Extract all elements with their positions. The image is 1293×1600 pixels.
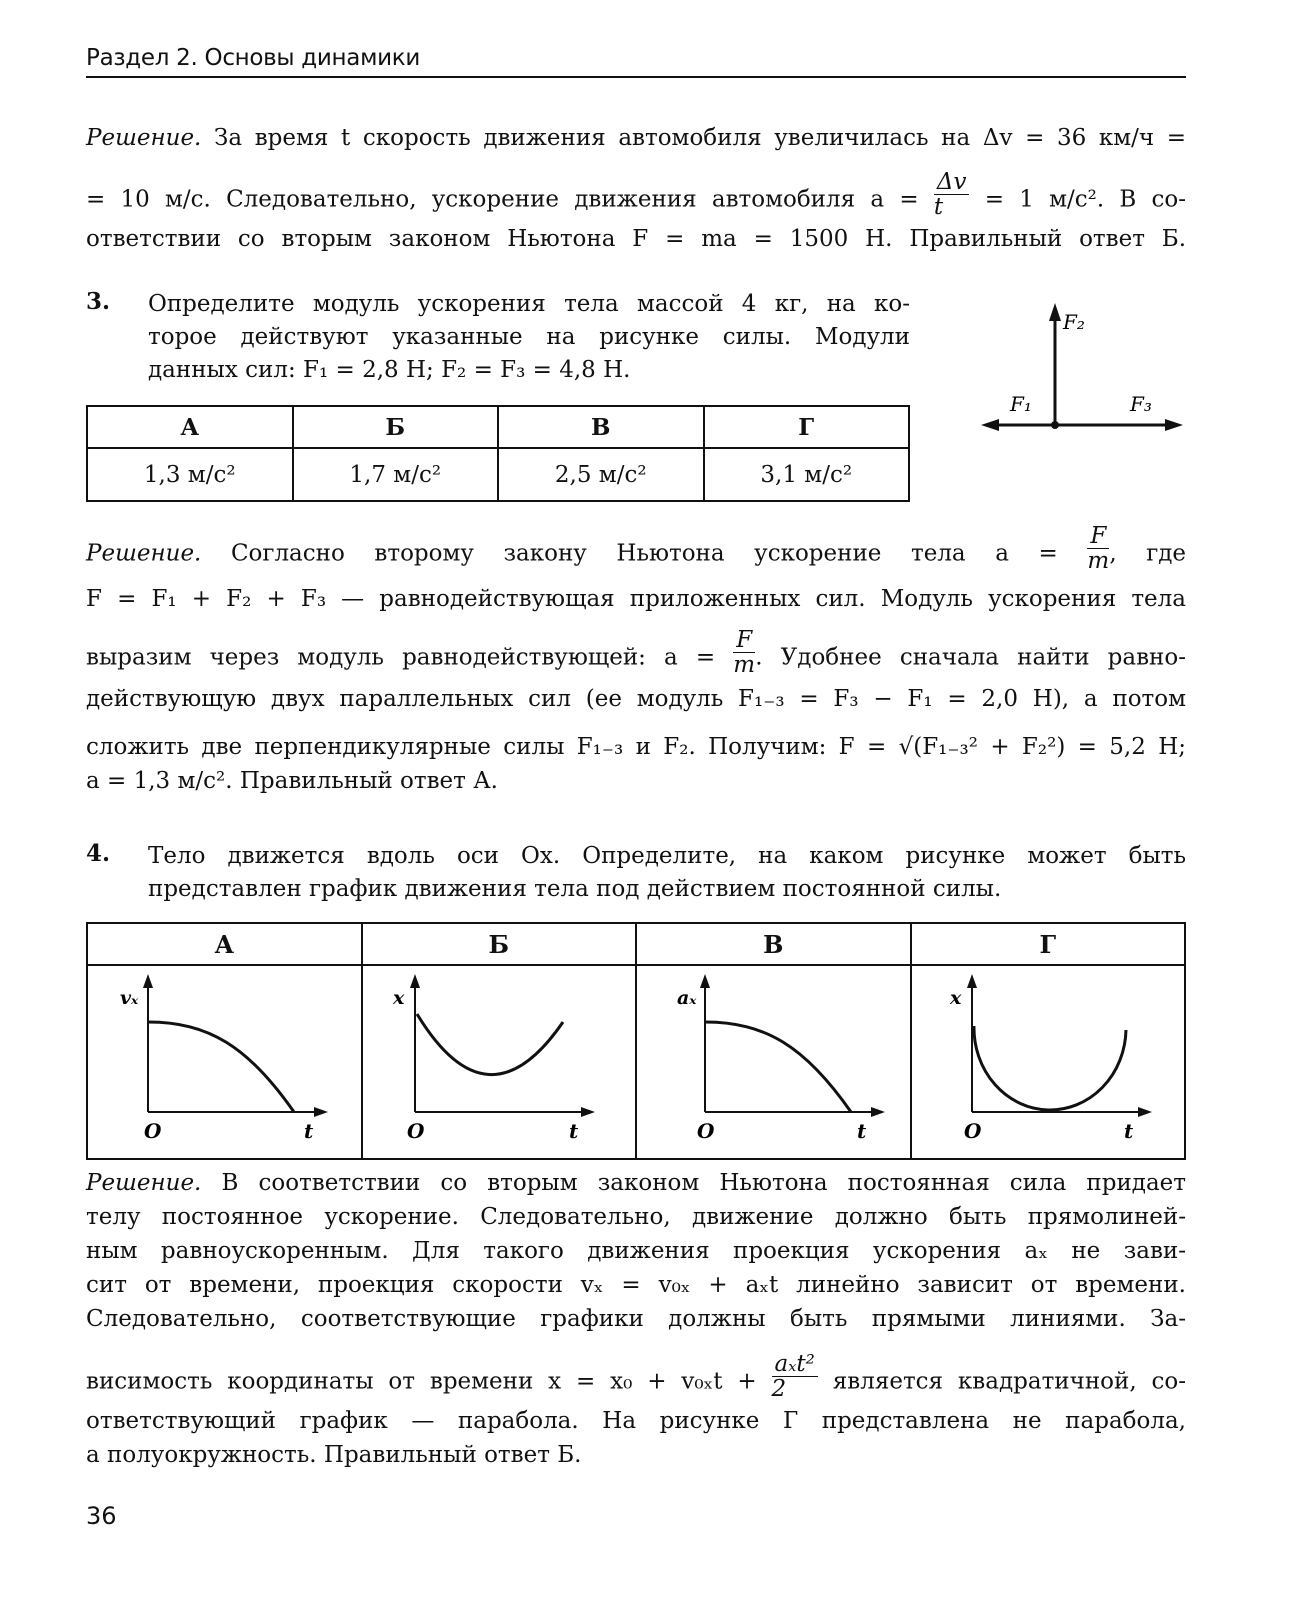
graph-v-letter: В (636, 923, 911, 965)
label-f2: F₂ (1063, 310, 1085, 334)
fraction-at2-2: $\frac{\text{aₓt²}}{2}$ (772, 1352, 818, 1401)
graph-a-xlabel: t (304, 1119, 314, 1143)
option-g-letter: Г (704, 406, 910, 448)
graph-v-origin: O (697, 1119, 715, 1143)
solution-4-line-8: а полуокружность. Правильный ответ Б. (86, 1442, 582, 1468)
graph-b-cell (362, 965, 637, 1159)
option-g-value: 3,1 м/с² (704, 448, 910, 501)
page-number: 36 (86, 1502, 117, 1530)
graph-v-xlabel: t (857, 1119, 867, 1143)
solution-3-line-3: выразим через модуль равнодействующей: a = $\frac{F}{m}$ . Удобнее сначала найти равно- (86, 627, 1186, 678)
solution-4-line-3: ным равноускоренным. Для такого движения проекция ускорения aₓ не зави- (86, 1238, 1186, 1264)
solution-4-line-5: Следовательно, соответствующие графики должны быть прямыми линиями. За- (86, 1306, 1186, 1332)
problem-4-graphs-table (86, 922, 1186, 1160)
label-f3: F₃ (1130, 392, 1152, 416)
option-a-letter: А (87, 406, 293, 448)
graph-v-cell (636, 965, 911, 1159)
graph-g-letter: Г (911, 923, 1186, 965)
graph-v-curve (705, 1022, 851, 1112)
graph-b-xlabel: t (568, 1119, 578, 1143)
body-point (1051, 421, 1059, 429)
option-b-letter: Б (293, 406, 499, 448)
solution-3-line-1: Решение. Согласно второму закону Ньютона ускорение тела a = $\frac{F}{m}$ , где (86, 523, 1187, 574)
fraction-dv-t: $\frac{\Delta v}{t}$ (934, 170, 970, 219)
graph-g-xlabel: t (1123, 1119, 1133, 1143)
problem-3-text: Определите модуль ускорения тела массой 4 кг, на ко- торое действуют указанные на рисунке силы. Модули данных сил: F₁ = 2,8 Н; F₂ = F₃ = 4,8 Н. (148, 291, 910, 383)
problem-4-text: Тело движется вдоль оси Ox. Определите, на каком рисунке может быть представлен график движения тела под действием постоянной силы. (148, 843, 1186, 902)
graph-a-cell (87, 965, 362, 1159)
section-title: Раздел 2. Основы динамики (86, 45, 421, 71)
solution-3-line-4: действующую двух параллельных сил (ее модуль F₁₋₃ = F₃ − F₁ = 2,0 Н), а потом (86, 686, 1186, 712)
graph-g-origin: O (963, 1119, 982, 1143)
solution-4-line-1: Решение. В соответствии со вторым законом Ньютона постоянная сила придает (86, 1170, 1187, 1196)
graph-a-letter: А (87, 923, 362, 965)
option-v-letter: В (498, 406, 704, 448)
solution-4-line-6: висимость координаты от времени x = x₀ + v₀ₓt + $\frac{\text{aₓt²}}{2}$ является квадратичной, со- (86, 1351, 1187, 1402)
fraction-f-m-1: $\frac{F}{m}$ (1087, 523, 1110, 574)
option-v-value: 2,5 м/с² (498, 448, 704, 501)
page-header (86, 36, 1186, 78)
graph-v-ylabel: aₓ (677, 987, 697, 1009)
option-b-value: 1,7 м/с² (293, 448, 499, 501)
graph-v (637, 966, 909, 1152)
option-a-value: 1,3 м/с² (87, 448, 293, 501)
solution-3-line-6: a = 1,3 м/с². Правильный ответ А. (86, 768, 498, 794)
fraction-f-m-2: $\frac{F}{m}$ (733, 627, 756, 678)
solution-3-line-5: сложить две перпендикулярные силы F₁₋₃ и F₂. Получим: F = √(F₁₋₃² + F₂²) = 5,2 Н; (86, 734, 1186, 760)
solution-2-line-3: ответствии со вторым законом Ньютона F = ma = 1500 Н. Правильный ответ Б. (86, 226, 1186, 252)
solution-4-line-4: сит от времени, проекция скорости vₓ = v₀ₓ + aₓt линейно зависит от времени. (86, 1272, 1186, 1298)
solution-4-line-7: ответствующий график — парабола. На рисунке Г представлена не парабола, (86, 1408, 1186, 1434)
problem-3-answer-table (86, 405, 910, 502)
graph-a-origin: O (144, 1119, 162, 1143)
graph-g-cell (911, 965, 1186, 1159)
graph-b-ylabel: x (392, 987, 405, 1009)
graph-g (912, 966, 1184, 1152)
graph-g-ylabel: x (949, 987, 962, 1009)
solution-4-line-2: телу постоянное ускорение. Следовательно, движение должно быть прямолиней- (86, 1204, 1186, 1230)
problem-4-number: 4. (86, 840, 111, 867)
solution-2-text: За время t скорость движения автомобиля увеличилась на Δv = 36 км/ч = (214, 125, 1186, 151)
solution-2-line-2: = 10 м/с. Следовательно, ускорение движения автомобиля a = $\frac{\Delta v}{t}$ = 1 м/с². В со- (86, 169, 1187, 220)
graph-b-curve (417, 1014, 563, 1075)
forces-diagram (975, 295, 1190, 440)
graph-a-ylabel: vₓ (120, 987, 139, 1009)
graph-b (363, 966, 635, 1152)
solution-3-line-2: F = F₁ + F₂ + F₃ — равнодействующая приложенных сил. Модуль ускорения тела (86, 586, 1186, 612)
solution-2-line-1 (86, 121, 1186, 155)
graph-b-letter: Б (362, 923, 637, 965)
solution-label: Решение. (86, 125, 202, 151)
label-f1: F₁ (1010, 392, 1032, 416)
graph-a (88, 966, 360, 1152)
graph-g-curve (974, 1026, 1126, 1110)
graph-a-curve (148, 1022, 294, 1112)
problem-3-number: 3. (86, 288, 111, 315)
graph-b-origin: O (406, 1119, 425, 1143)
